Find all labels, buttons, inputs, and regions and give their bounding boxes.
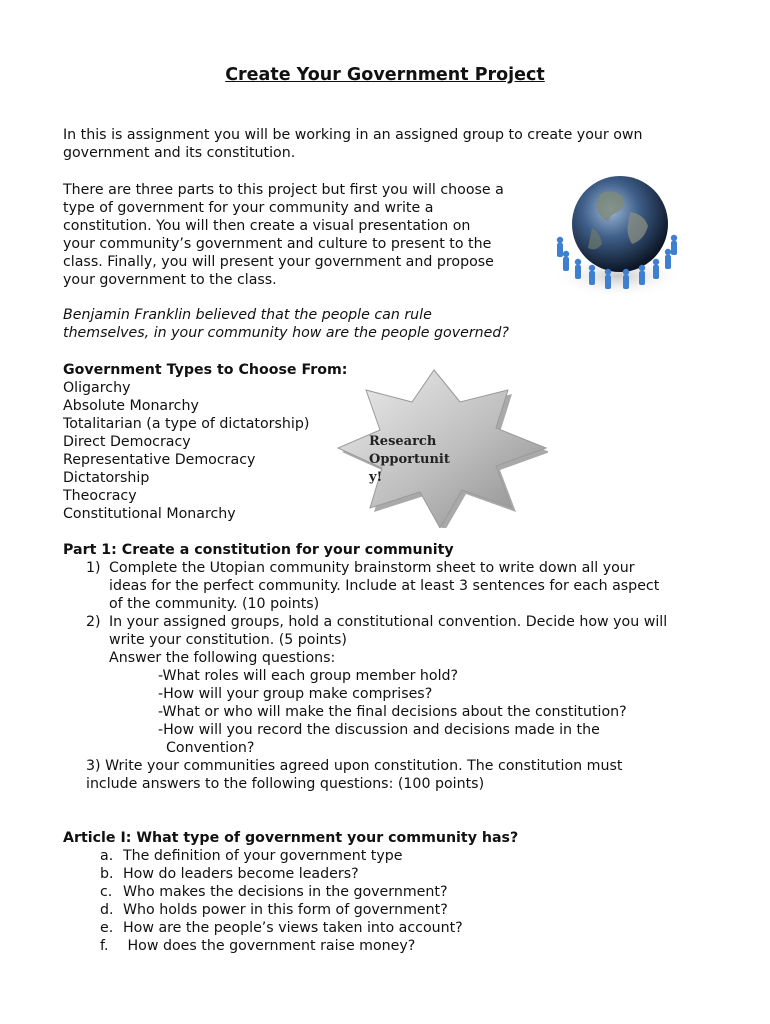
star-label-line: y!: [369, 470, 383, 485]
article1-heading: Article I: What type of government your community has?: [63, 830, 519, 846]
article1-item: How do leaders become leaders?: [123, 866, 359, 882]
article1-letter: b.: [100, 866, 114, 882]
gov-types-heading: Government Types to Choose From:: [63, 362, 348, 378]
convention-question: -How will your group make comprises?: [158, 686, 433, 702]
article1-item: The definition of your government type: [123, 848, 403, 864]
parts-paragraph-line: your government to the class.: [63, 272, 277, 288]
article1-item: Who holds power in this form of government?: [123, 902, 448, 918]
part1-item1-line: of the community. (10 points): [109, 596, 320, 612]
list-number: 1): [86, 560, 101, 576]
article1-letter: d.: [100, 902, 114, 918]
convention-question: -How will you record the discussion and decisions made in the: [158, 722, 600, 738]
gov-type-item: Constitutional Monarchy: [63, 506, 236, 522]
star-label: [369, 433, 449, 487]
article1-item: Who makes the decisions in the government?: [123, 884, 448, 900]
convention-question: Convention?: [166, 740, 255, 756]
quote-line: Benjamin Franklin believed that the people can rule: [63, 307, 432, 323]
page-title: Create Your Government Project: [225, 65, 545, 85]
gov-type-item: Dictatorship: [63, 470, 150, 486]
globe-people-illustration: [548, 158, 688, 304]
part1-item1-line: ideas for the perfect community. Include at least 3 sentences for each aspect: [109, 578, 660, 594]
gov-type-item: Representative Democracy: [63, 452, 256, 468]
part1-item2-line: Answer the following questions:: [109, 650, 336, 666]
part1-item3-line: 3) Write your communities agreed upon constitution. The constitution must: [86, 758, 623, 774]
article1-item: How does the government raise money?: [123, 938, 416, 954]
article1-letter: f.: [100, 938, 109, 954]
part1-item3-line: include answers to the following questions: (100 points): [86, 776, 485, 792]
list-number: 2): [86, 614, 101, 630]
article1-letter: a.: [100, 848, 114, 864]
quote-line: themselves, in your community how are the people governed?: [63, 325, 509, 341]
intro-line: In this is assignment you will be working in an assigned group to create your own: [63, 127, 643, 143]
parts-paragraph-line: type of government for your community and write a: [63, 200, 434, 216]
gov-type-item: Oligarchy: [63, 380, 131, 396]
parts-paragraph-line: There are three parts to this project but first you will choose a: [63, 182, 504, 198]
article1-item: How are the people’s views taken into account?: [123, 920, 463, 936]
part1-item1-line: Complete the Utopian community brainstorm sheet to write down all your: [109, 560, 635, 576]
gov-type-item: Direct Democracy: [63, 434, 191, 450]
convention-question: -What or who will make the final decisions about the constitution?: [158, 704, 627, 720]
part1-item2-line: In your assigned groups, hold a constitutional convention. Decide how you will: [109, 614, 668, 630]
gov-type-item: Totalitarian (a type of dictatorship): [63, 416, 310, 432]
parts-paragraph-line: class. Finally, you will present your government and propose: [63, 254, 494, 270]
parts-paragraph-line: your community’s government and culture to present to the: [63, 236, 492, 252]
intro-line: government and its constitution.: [63, 145, 296, 161]
gov-type-item: Theocracy: [63, 488, 137, 504]
parts-paragraph-line: constitution. You will then create a visual presentation on: [63, 218, 471, 234]
convention-question: -What roles will each group member hold?: [158, 668, 459, 684]
part1-item2-line: write your constitution. (5 points): [109, 632, 347, 648]
star-label-line: Research: [369, 434, 437, 449]
part1-heading: Part 1: Create a constitution for your community: [63, 542, 454, 558]
article1-letter: c.: [100, 884, 113, 900]
star-label-line: Opportunit: [369, 452, 450, 467]
gov-type-item: Absolute Monarchy: [63, 398, 199, 414]
article1-letter: e.: [100, 920, 114, 936]
